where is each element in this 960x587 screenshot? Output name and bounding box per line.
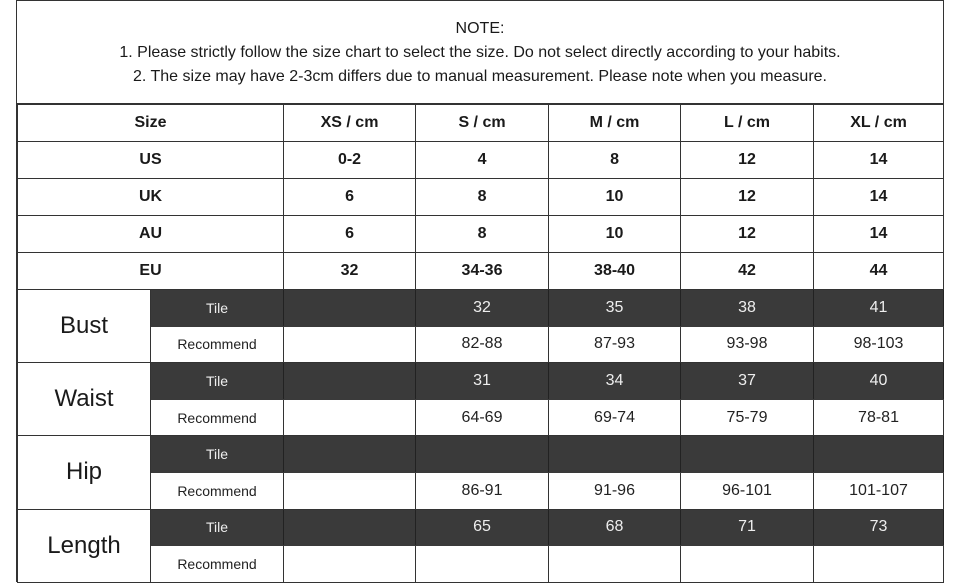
measure-name-bust: Bust [18, 290, 151, 363]
recommend-label: Recommend [151, 546, 284, 583]
table-cell [284, 546, 416, 583]
table-cell: 31 [416, 363, 549, 400]
table-cell [284, 472, 416, 509]
note-line-2: 2. The size may have 2-3cm differs due to manual measurement. Please note when you measure. [133, 68, 827, 85]
bust-tile-row [18, 290, 944, 327]
measure-name-hip: Hip [18, 436, 151, 509]
tile-label: Tile [151, 290, 284, 327]
table-cell [814, 546, 944, 583]
waist-recommend-row [18, 399, 944, 436]
row-label: AU [18, 216, 284, 253]
table-cell [549, 546, 681, 583]
table-cell: 32 [284, 253, 416, 290]
table-cell: 101-107 [814, 472, 944, 509]
table-cell [284, 326, 416, 363]
table-cell: 12 [681, 179, 814, 216]
size-header: Size [18, 105, 284, 142]
table-cell [416, 546, 549, 583]
row-label: US [18, 142, 284, 179]
table-cell: 14 [814, 179, 944, 216]
table-cell [681, 546, 814, 583]
size-row-uk [18, 179, 944, 216]
table-cell: 40 [814, 363, 944, 400]
table-cell: 34-36 [416, 253, 549, 290]
table-cell: 14 [814, 216, 944, 253]
table-cell: 35 [549, 290, 681, 327]
table-cell: 0-2 [284, 142, 416, 179]
measure-name-waist: Waist [18, 363, 151, 436]
table-cell: 75-79 [681, 399, 814, 436]
table-cell: 38 [681, 290, 814, 327]
table-cell: 86-91 [416, 472, 549, 509]
tile-label: Tile [151, 436, 284, 473]
table-cell: 37 [681, 363, 814, 400]
table-cell: 96-101 [681, 472, 814, 509]
table-cell [681, 436, 814, 473]
tile-label: Tile [151, 363, 284, 400]
table-cell: 34 [549, 363, 681, 400]
bust-recommend-row [18, 326, 944, 363]
table-cell: 91-96 [549, 472, 681, 509]
table-cell: 10 [549, 179, 681, 216]
hip-tile-row [18, 436, 944, 473]
table-cell: 98-103 [814, 326, 944, 363]
table-cell: 12 [681, 142, 814, 179]
column-header-m: M / cm [549, 105, 681, 142]
table-cell: 71 [681, 509, 814, 546]
size-row-eu [18, 253, 944, 290]
table-cell [416, 436, 549, 473]
note-box [17, 1, 943, 104]
table-cell: 32 [416, 290, 549, 327]
length-recommend-row [18, 546, 944, 583]
column-header-s: S / cm [416, 105, 549, 142]
row-label: EU [18, 253, 284, 290]
table-cell: 69-74 [549, 399, 681, 436]
size-table [17, 104, 944, 583]
table-cell: 4 [416, 142, 549, 179]
table-cell: 14 [814, 142, 944, 179]
table-cell: 78-81 [814, 399, 944, 436]
table-cell: 8 [549, 142, 681, 179]
table-cell: 68 [549, 509, 681, 546]
table-cell: 42 [681, 253, 814, 290]
table-cell: 12 [681, 216, 814, 253]
table-cell: 8 [416, 216, 549, 253]
column-header-xs: XS / cm [284, 105, 416, 142]
header-row [18, 105, 944, 142]
table-cell: 10 [549, 216, 681, 253]
recommend-label: Recommend [151, 326, 284, 363]
table-cell [284, 436, 416, 473]
table-cell [284, 509, 416, 546]
recommend-label: Recommend [151, 399, 284, 436]
size-row-us [18, 142, 944, 179]
table-cell: 6 [284, 179, 416, 216]
column-header-xl: XL / cm [814, 105, 944, 142]
table-cell: 73 [814, 509, 944, 546]
table-cell: 41 [814, 290, 944, 327]
size-row-au [18, 216, 944, 253]
measure-name-length: Length [18, 509, 151, 582]
table-cell: 38-40 [549, 253, 681, 290]
table-cell: 65 [416, 509, 549, 546]
hip-recommend-row [18, 472, 944, 509]
table-cell: 8 [416, 179, 549, 216]
column-header-l: L / cm [681, 105, 814, 142]
table-cell [549, 436, 681, 473]
recommend-label: Recommend [151, 472, 284, 509]
note-title: NOTE: [455, 20, 505, 37]
waist-tile-row [18, 363, 944, 400]
table-cell: 6 [284, 216, 416, 253]
table-cell: 93-98 [681, 326, 814, 363]
table-cell [284, 399, 416, 436]
table-cell: 82-88 [416, 326, 549, 363]
table-cell: 64-69 [416, 399, 549, 436]
note-line-1: 1. Please strictly follow the size chart to select the size. Do not select directly according to your habits. [119, 44, 841, 61]
table-cell: 87-93 [549, 326, 681, 363]
table-cell [284, 363, 416, 400]
length-tile-row [18, 509, 944, 546]
table-cell [814, 436, 944, 473]
table-cell [284, 290, 416, 327]
size-chart [16, 0, 944, 582]
table-cell: 44 [814, 253, 944, 290]
row-label: UK [18, 179, 284, 216]
tile-label: Tile [151, 509, 284, 546]
